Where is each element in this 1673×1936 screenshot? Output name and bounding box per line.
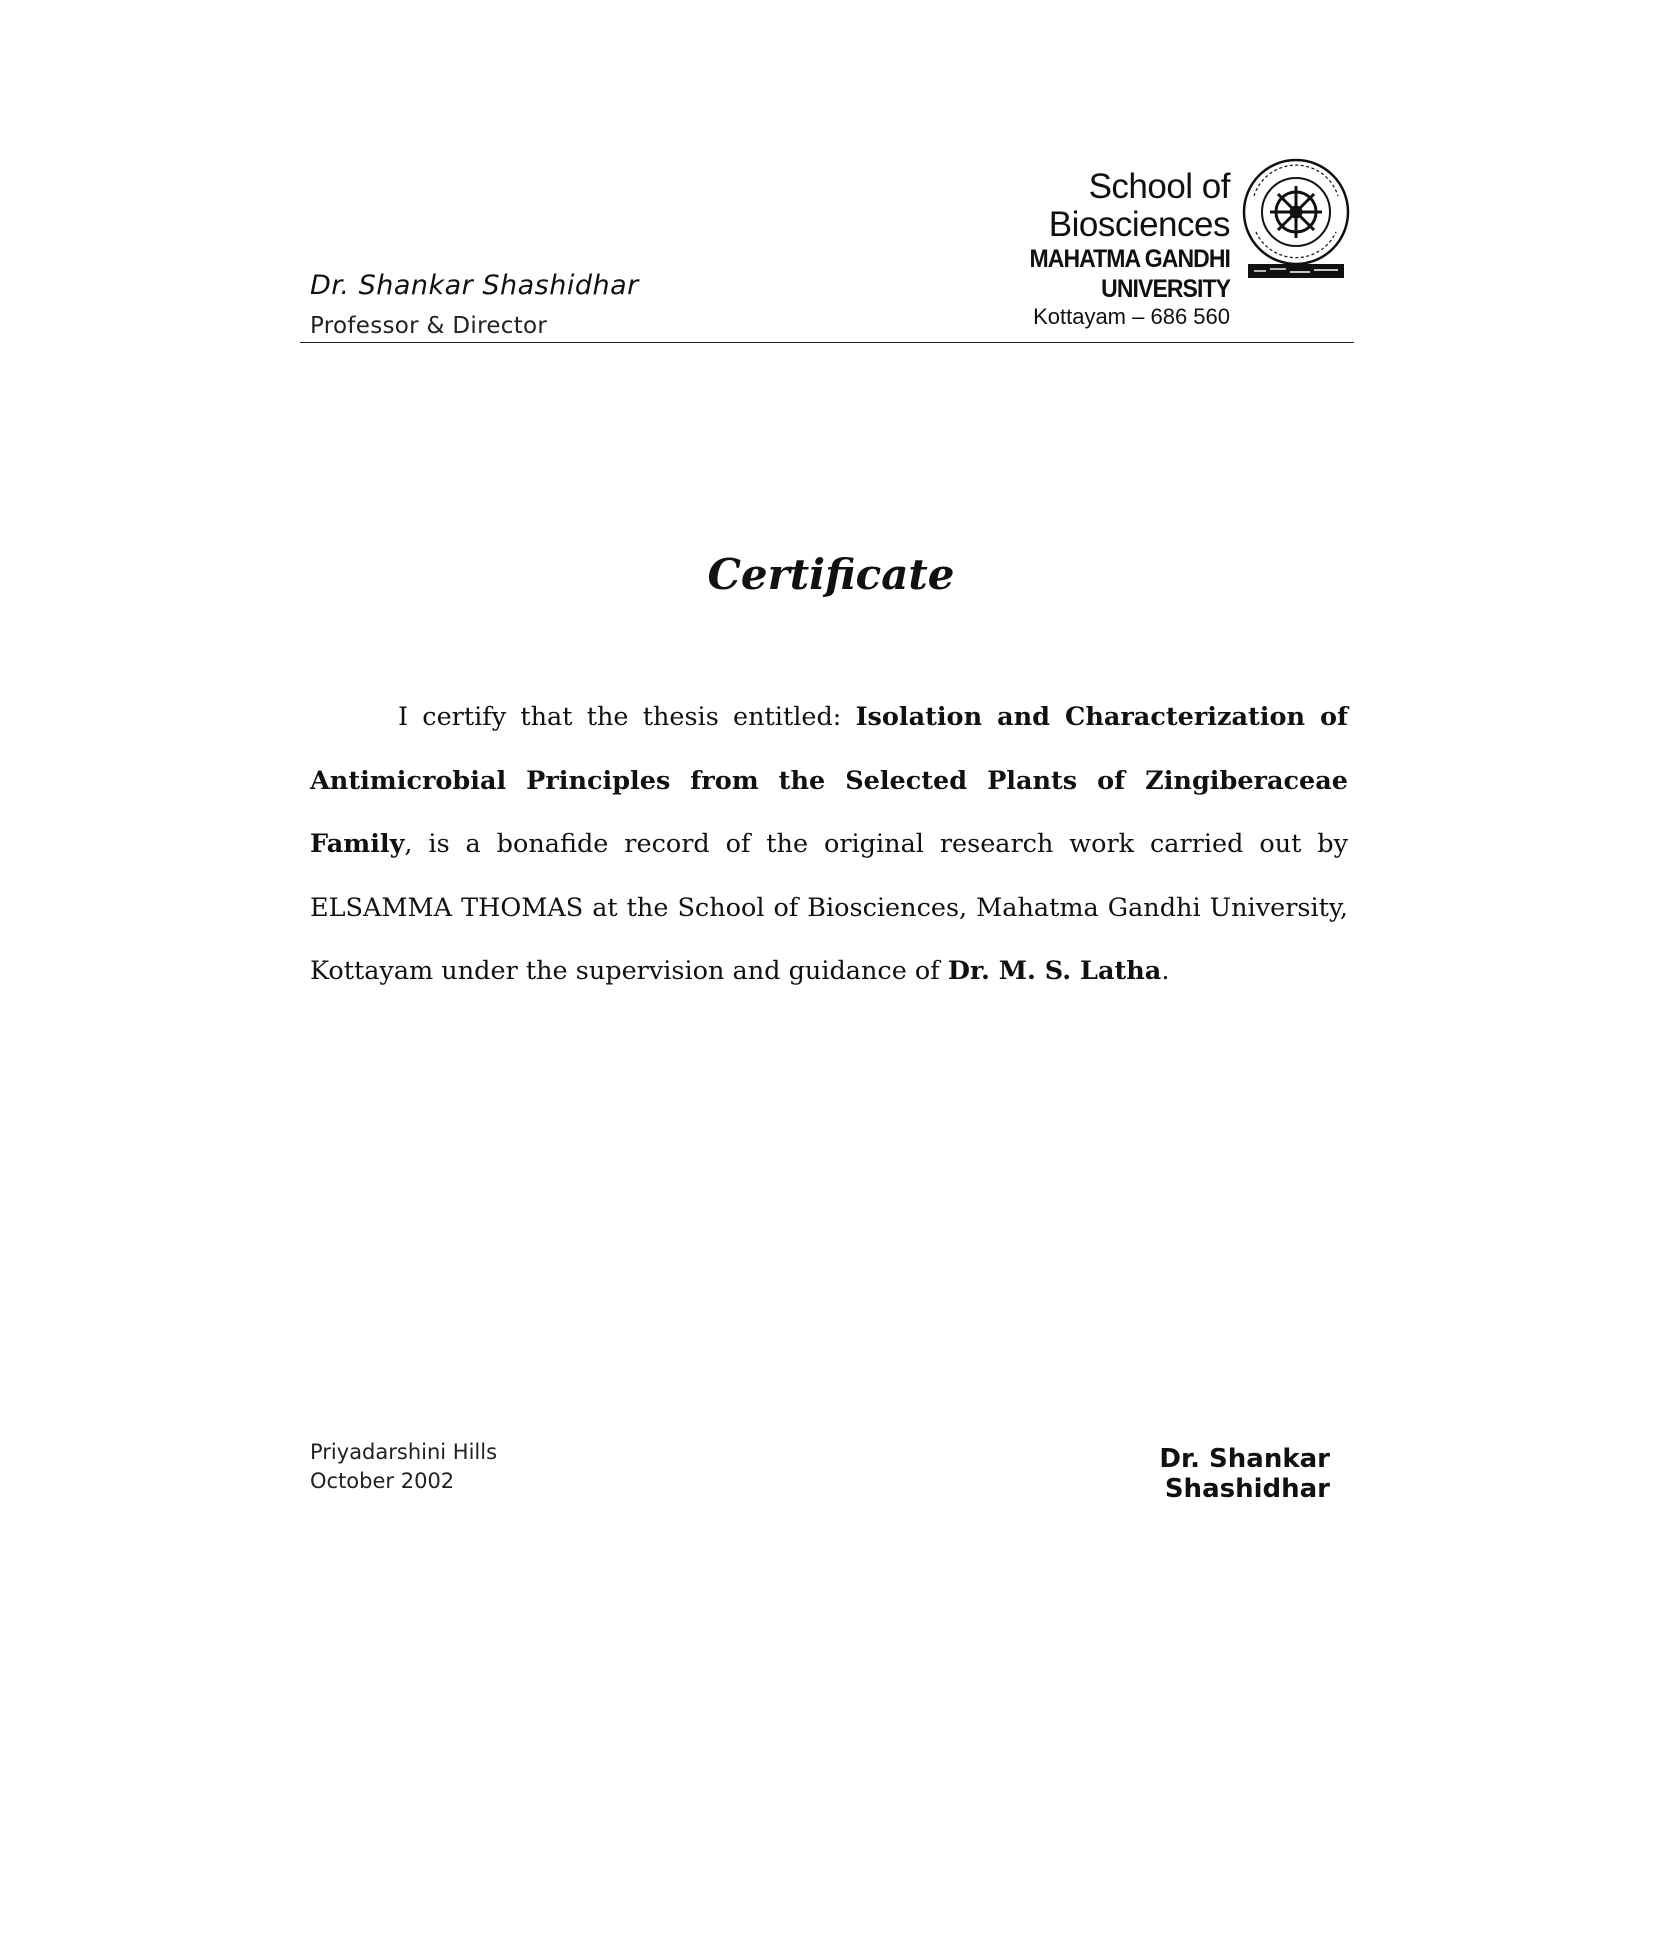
university-name: MAHATMA GANDHI UNIVERSITY — [1029, 245, 1230, 303]
director-name: Dr. Shankar Shashidhar — [310, 270, 639, 301]
school-name: School of Biosciences — [1048, 167, 1230, 244]
certificate-title: Certificate — [707, 550, 955, 599]
place: Priyadarshini Hills — [310, 1440, 498, 1464]
thesis-title: Isolation and Characterization of Antimicrobial Principles from the Selected Plants of Zingiberaceae Family — [310, 702, 1348, 859]
certificate-body — [310, 686, 1348, 1004]
header-divider — [300, 342, 1354, 343]
university-seal-icon — [1240, 156, 1352, 284]
university-address: Kottayam – 686 560 — [1033, 304, 1230, 329]
certificate-intro: I certify that the thesis entitled: — [398, 702, 856, 732]
certificate-end: . — [1161, 956, 1170, 986]
signatory-name: Dr. Shankar Shashidhar — [1159, 1444, 1330, 1504]
certificate-statement: , is a bonafide record of the original research work carried out by ELSAMMA THOMAS at the School of Biosciences, Mahatma Gandhi University, Kottayam under the supervision and guidance of — [310, 829, 1348, 986]
letterhead — [920, 168, 1230, 330]
place-date-block — [310, 1438, 497, 1496]
supervisor-name: Dr. M. S. Latha — [947, 956, 1162, 986]
date: October 2002 — [310, 1469, 455, 1493]
director-title: Professor & Director — [310, 313, 548, 339]
